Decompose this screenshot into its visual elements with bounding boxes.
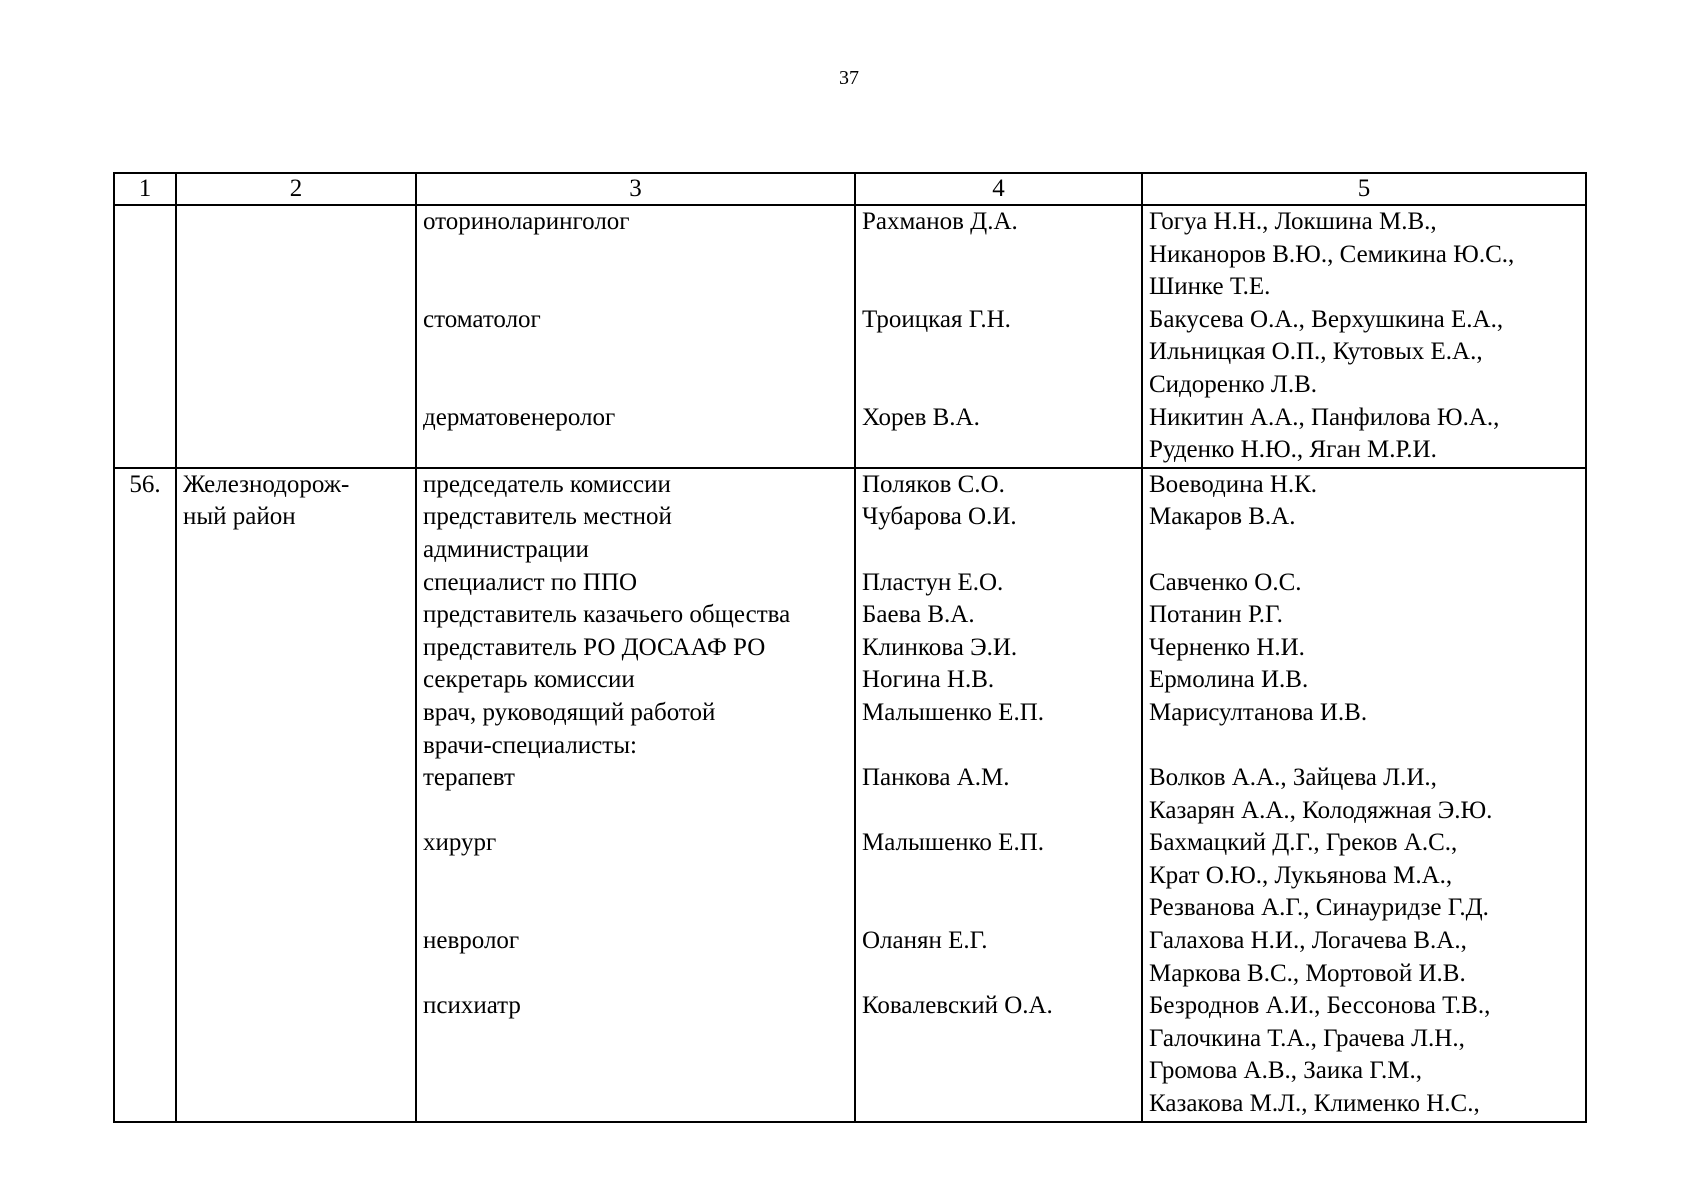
cell-line: Железнодорож- xyxy=(183,470,350,498)
cell-line xyxy=(862,892,1135,925)
cell-district xyxy=(176,468,416,1122)
cell-line: Безроднов А.И., Бессонова Т.В., xyxy=(1149,992,1491,1020)
cell-line: ный район xyxy=(183,503,296,531)
page-number: 37 xyxy=(839,67,859,89)
cell-line: Ермолина И.В. xyxy=(1149,666,1309,694)
cell-line: Бахмацкий Д.Г., Греков А.С., xyxy=(1149,829,1458,857)
cell-line xyxy=(862,534,1135,567)
cell-line: Рахманов Д.А. xyxy=(862,208,1018,235)
cell-line: председатель комиссии xyxy=(423,470,671,498)
cell-line xyxy=(423,369,848,402)
cell-col3 xyxy=(416,468,855,1122)
cell-line xyxy=(423,239,848,272)
cell-col5 xyxy=(1142,468,1586,1122)
cell-line: секретарь комиссии xyxy=(423,666,635,694)
row-number xyxy=(114,205,176,468)
table-row xyxy=(114,205,1586,468)
cell-line xyxy=(862,730,1135,763)
header-cell: 2 xyxy=(176,173,416,205)
cell-line xyxy=(423,434,848,467)
cell-line xyxy=(862,271,1135,304)
cell-line: Пластун Е.О. xyxy=(862,568,1004,596)
cell-line: Баева В.А. xyxy=(862,601,975,629)
cell-line: Крат О.Ю., Лукьянова М.А., xyxy=(1149,861,1453,889)
cell-line xyxy=(423,958,848,991)
cell-line: Ногина Н.В. xyxy=(862,666,995,694)
cell-line xyxy=(423,892,848,925)
cell-line: Сидоренко Л.В. xyxy=(1149,370,1318,398)
header-cell: 4 xyxy=(855,173,1142,205)
cell-line xyxy=(423,1088,848,1121)
cell-line xyxy=(423,336,848,369)
cell-col3 xyxy=(416,205,855,468)
cell-line: Троицкая Г.Н. xyxy=(862,305,1011,333)
cell-line: Маркова В.С., Мортовой И.В. xyxy=(1149,959,1466,987)
cell-line: Марисултанова И.В. xyxy=(1149,698,1368,726)
cell-line xyxy=(862,958,1135,991)
cell-line: Ильницкая О.П., Кутовых Е.А., xyxy=(1149,338,1483,366)
cell-line xyxy=(862,1088,1135,1121)
cell-line: терапевт xyxy=(423,764,515,792)
cell-line: администрации xyxy=(423,535,589,563)
cell-line xyxy=(423,860,848,893)
cell-col4 xyxy=(855,468,1142,1122)
cell-line: Чубарова О.И. xyxy=(862,503,1017,531)
cell-line xyxy=(862,239,1135,272)
cell-line xyxy=(1149,730,1579,763)
cell-line: Воеводина Н.К. xyxy=(1149,470,1318,498)
cell-line: Черненко Н.И. xyxy=(1149,633,1305,661)
cell-line: представитель РО ДОСААФ РО xyxy=(423,633,766,661)
cell-line: представитель казачьего общества xyxy=(423,601,791,629)
cell-line: Малышенко Е.П. xyxy=(862,829,1044,857)
cell-line: Казакова М.Л., Клименко Н.С., xyxy=(1149,1090,1480,1118)
cell-line: Хорев В.А. xyxy=(862,403,980,431)
cell-line: дерматовенеролог xyxy=(423,403,616,431)
cell-line: Шинке Т.Е. xyxy=(1149,273,1271,301)
cell-line xyxy=(862,795,1135,828)
row-number: 56. xyxy=(114,468,176,1122)
header-cell: 3 xyxy=(416,173,855,205)
cell-line: Галахова Н.И., Логачева В.А., xyxy=(1149,927,1467,955)
cell-line: врач, руководящий работой xyxy=(423,698,716,726)
cell-line: Панкова А.М. xyxy=(862,764,1010,792)
commission-table xyxy=(113,172,1587,1123)
cell-line: Ковалевский О.А. xyxy=(862,992,1053,1020)
cell-line xyxy=(862,336,1135,369)
cell-line: специалист по ППО xyxy=(423,568,638,596)
cell-line: оториноларинголог xyxy=(423,208,630,235)
cell-line: Руденко Н.Ю., Яган М.Р.И. xyxy=(1149,436,1437,464)
cell-line: Клинкова Э.И. xyxy=(862,633,1018,661)
cell-line: Галочкина Т.А., Грачева Л.Н., xyxy=(1149,1024,1465,1052)
cell-line: невролог xyxy=(423,927,520,955)
cell-line xyxy=(423,795,848,828)
cell-line xyxy=(423,1055,848,1088)
cell-district xyxy=(176,205,416,468)
table-row xyxy=(114,468,1586,1122)
cell-line: Поляков С.О. xyxy=(862,470,1005,498)
cell-line: стоматолог xyxy=(423,305,541,333)
cell-line xyxy=(423,1023,848,1056)
cell-line xyxy=(862,1023,1135,1056)
cell-line xyxy=(862,860,1135,893)
header-cell: 1 xyxy=(114,173,176,205)
cell-line: Никитин А.А., Панфилова Ю.А., xyxy=(1149,403,1500,431)
cell-col5 xyxy=(1142,205,1586,468)
cell-line: врачи-специалисты: xyxy=(423,731,637,759)
cell-line: психиатр xyxy=(423,992,521,1020)
cell-line: Резванова А.Г., Синауридзе Г.Д. xyxy=(1149,894,1489,922)
cell-line: Потанин Р.Г. xyxy=(1149,601,1283,629)
cell-line: Волков А.А., Зайцева Л.И., xyxy=(1149,764,1437,792)
cell-line: Казарян А.А., Колодяжная Э.Ю. xyxy=(1149,796,1493,824)
cell-line: Савченко О.С. xyxy=(1149,568,1302,596)
cell-line: Бакусева О.А., Верхушкина Е.А., xyxy=(1149,305,1504,333)
cell-line xyxy=(1149,534,1579,567)
cell-line: хирург xyxy=(423,829,497,857)
cell-line xyxy=(862,1055,1135,1088)
cell-line: представитель местной xyxy=(423,503,672,531)
cell-line: Гогуа Н.Н., Локшина М.В., xyxy=(1149,208,1437,235)
cell-line: Громова А.В., Заика Г.М., xyxy=(1149,1057,1422,1085)
header-cell: 5 xyxy=(1142,173,1586,205)
cell-line: Оланян Е.Г. xyxy=(862,927,988,955)
header-row xyxy=(114,173,1586,205)
cell-line: Малышенко Е.П. xyxy=(862,698,1044,726)
cell-col4 xyxy=(855,205,1142,468)
cell-line xyxy=(423,271,848,304)
cell-line xyxy=(862,369,1135,402)
cell-line: Макаров В.А. xyxy=(1149,503,1296,531)
cell-line: Никаноров В.Ю., Семикина Ю.С., xyxy=(1149,240,1515,268)
cell-line xyxy=(862,434,1135,467)
